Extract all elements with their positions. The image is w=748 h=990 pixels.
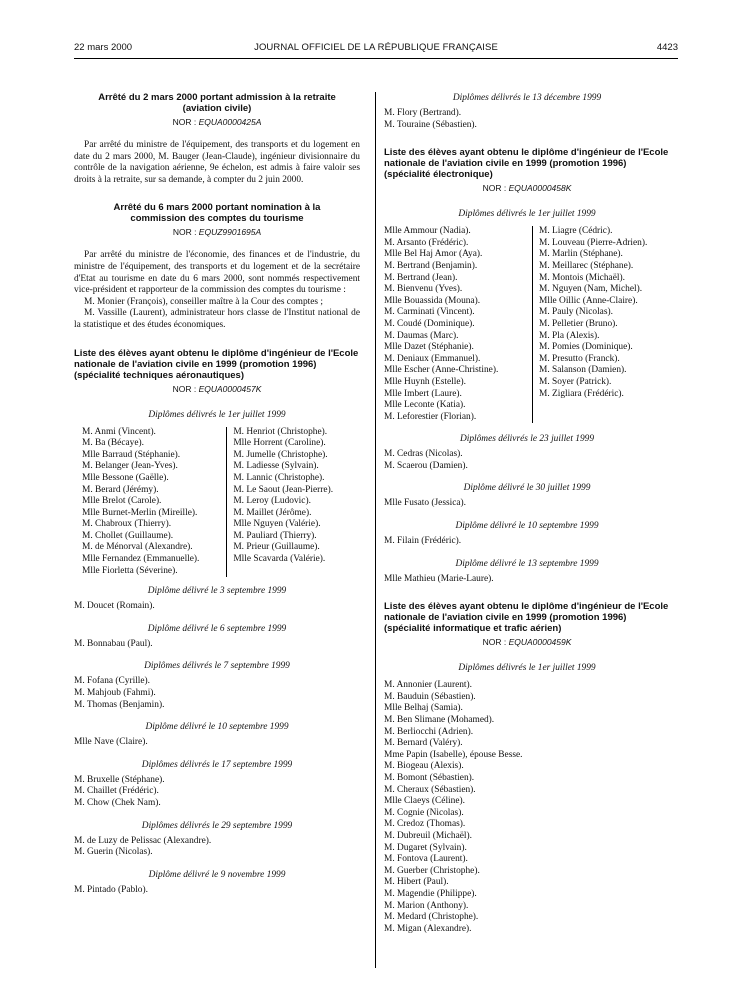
header-rule [74, 58, 678, 59]
name-entry: M. Bertrand (Jean). [384, 272, 458, 283]
nor-code: EQUA0000458K [508, 183, 572, 194]
paragraph: M. Monier (François), conseiller maître à la Cour des comptes ; [84, 296, 323, 307]
name-entry: Mlle Mathieu (Marie-Laure). [384, 573, 494, 584]
names-list [74, 737, 360, 749]
name-entry: M. Daumas (Marc). [384, 330, 459, 341]
names-col-1 [74, 427, 227, 578]
name-entry: Mlle Fernandez (Emmanuelle). [82, 554, 200, 565]
names-list [384, 574, 670, 586]
column-divider [375, 92, 376, 968]
name-entry: M. Nguyen (Nam, Michel). [539, 284, 643, 295]
name-entry: M. Bonnabau (Paul). [74, 638, 153, 649]
name-entry: M. Pelletier (Bruno). [539, 318, 618, 329]
header-date: 22 mars 2000 [74, 42, 133, 53]
nor-line: NOR : EQUA0000458K [482, 183, 572, 194]
name-entry: M. Ben Slimane (Mohamed). [384, 715, 495, 726]
name-entry: M. Ladiesse (Sylvain). [233, 461, 319, 472]
name-entry: M. Marion (Anthony). [384, 900, 469, 911]
section-title-informatique: Liste des élèves ayant obtenu le diplôme d'ingénieur de l'Ecole nationale de l'aviation civile en 1999 (promotion 1996) (spécialité informatique et trafic aérien) [384, 601, 669, 635]
nor-line: NOR : EQUA0000425A [172, 117, 262, 127]
names-list [384, 449, 670, 472]
name-entry: Mlle Leconte (Katia). [384, 400, 466, 411]
name-entry: M. Scaerou (Damien). [384, 460, 468, 471]
names-list [384, 680, 670, 935]
name-entry: Mlle Imbert (Laure). [384, 388, 462, 399]
name-entry: M. Cognie (Nicolas). [384, 807, 464, 818]
name-entry: M. Pomies (Dominique). [539, 342, 633, 353]
name-entry: M. Maillet (Jérôme). [233, 507, 312, 518]
name-entry: M. Presutto (Franck). [539, 353, 620, 364]
header-page-number: 4423 [656, 42, 678, 53]
nor-line: NOR : EQUA0000459K [482, 637, 572, 648]
name-entry: Mlle Brelot (Carole). [82, 496, 162, 507]
name-entry: M. Carminati (Vincent). [384, 307, 475, 318]
name-entry: Mlle Bel Haj Amor (Aya). [384, 249, 483, 260]
section-title-techniques-aeronautiques: Liste des élèves ayant obtenu le diplôme d'ingénieur de l'Ecole nationale de l'aviation civile en 1999 (promotion 1996) (spécialité techniques aéronautiques) [74, 347, 359, 381]
name-entry: M. Bruxelle (Stéphane). [74, 774, 165, 785]
name-entry: M. Jumelle (Christophe). [233, 449, 328, 460]
names-list [74, 885, 360, 897]
name-entry: M. Cheraux (Sébastien). [384, 784, 476, 795]
paragraph: M. Vassille (Laurent), administrateur hors classe de l'Institut national de la statistique et des études économiques. [74, 308, 360, 330]
date-subheading: Diplômes délivrés le 1er juillet 1999 [148, 409, 286, 420]
date-subheading: Diplôme délivré le 3 septembre 1999 [147, 586, 287, 597]
name-entry: M. Louveau (Pierre-Adrien). [539, 237, 648, 248]
name-entry: M. Liagre (Cédric). [539, 226, 613, 237]
name-entry: M. Marlin (Stéphane). [539, 249, 623, 260]
names-list [74, 775, 360, 810]
name-entry: M. Pintado (Pablo). [74, 884, 148, 895]
paragraph: Par arrêté du ministre de l'équipement, des transports et du logement en date du 2 mars 2000, M. Bauger (Jean-Claude), ingénieur divisionnaire du contrôle de la navigation aérienne, 9e échelon, est admis à faire valoir ses droits à la retraite, sur sa demande, à compter du 2 juin 2000. [74, 140, 360, 185]
name-entry: Mme Papin (Isabelle), épouse Besse. [384, 749, 523, 760]
header-journal-title: JOURNAL OFFICIEL DE LA RÉPUBLIQUE FRANÇAISE [254, 42, 498, 53]
name-entry: M. Migan (Alexandre). [384, 923, 472, 934]
name-entry: M. Magendie (Philippe). [384, 888, 477, 899]
name-entry: M. Touraine (Sébastien). [384, 119, 477, 130]
date-subheading: Diplômes délivrés le 13 décembre 1999 [452, 93, 602, 103]
name-entry: Mlle Scavarda (Valérie). [233, 554, 326, 565]
name-entry: M. Chow (Chek Nam). [74, 798, 161, 808]
name-entry: M. Bienvenu (Yves). [384, 284, 463, 295]
names-two-column [384, 226, 670, 423]
date-subheading: Diplômes délivrés le 7 septembre 1999 [144, 661, 290, 672]
names-list [74, 676, 360, 711]
section-title-commission: Arrêté du 6 mars 2000 portant nomination à la commission des comptes du tourisme [113, 202, 321, 225]
names-col-2 [539, 226, 669, 423]
name-entry: Mlle Barraud (Stéphanie). [82, 449, 181, 460]
name-entry: M. Bernard (Valéry). [384, 738, 463, 749]
page-header [74, 42, 678, 56]
nor-code: EQUA0000459K [508, 637, 572, 648]
date-subheading: Diplôme délivré le 30 juillet 1999 [463, 483, 591, 494]
name-entry: M. de Ménorval (Alexandre). [82, 542, 193, 553]
name-entry: Mlle Oillic (Anne-Claire). [539, 295, 638, 306]
name-entry: M. Montois (Michaël). [539, 272, 625, 283]
name-entry: M. de Luzy de Pelissac (Alexandre). [74, 835, 212, 846]
name-entry: Mlle Fiorletta (Séverine). [82, 565, 178, 576]
date-subheading: Diplôme délivré le 6 septembre 1999 [147, 623, 287, 634]
nor-line: NOR : EQUZ9901695A [172, 227, 262, 238]
names-list [74, 601, 360, 613]
names-list [384, 536, 670, 548]
name-entry: M. Coudé (Dominique). [384, 318, 475, 329]
name-entry: M. Anmi (Vincent). [82, 426, 156, 437]
name-entry: M. Salanson (Damien). [539, 365, 627, 376]
name-entry: Mlle Ammour (Nadia). [384, 226, 471, 237]
name-entry: M. Henriot (Christophe). [233, 426, 328, 437]
name-entry: M. Dugaret (Sylvain). [384, 842, 467, 853]
name-entry: Mlle Nguyen (Valérie). [233, 519, 321, 530]
name-entry: Mlle Huynh (Estelle). [384, 376, 467, 387]
name-entry: M. Chollet (Guillaume). [82, 530, 174, 541]
name-entry: M. Chaillet (Frédéric). [74, 786, 159, 797]
date-subheading: Diplôme délivré le 10 septembre 1999 [455, 521, 599, 532]
name-entry: M. Belanger (Jean-Yves). [82, 461, 178, 472]
date-subheading: Diplôme délivré le 10 septembre 1999 [145, 722, 289, 733]
name-entry: M. Credoz (Thomas). [384, 819, 466, 830]
date-subheading: Diplôme délivré le 9 novembre 1999 [148, 869, 286, 880]
name-entry: M. Deniaux (Emmanuel). [384, 353, 481, 364]
names-list [384, 108, 670, 131]
date-subheading: Diplômes délivrés le 23 juillet 1999 [459, 434, 595, 445]
name-entry: M. Annonier (Laurent). [384, 680, 472, 691]
name-entry: M. Fontova (Laurent). [384, 854, 468, 865]
name-entry: M. Pla (Alexis). [539, 330, 600, 341]
date-subheading: Diplômes délivrés le 29 septembre 1999 [141, 820, 293, 831]
name-entry: Mlle Horrent (Caroline). [233, 438, 326, 449]
name-entry: M. Leforestier (Florian). [384, 411, 477, 422]
name-entry: Mlle Dazet (Stéphanie). [384, 342, 474, 353]
paragraph: Par arrêté du ministre de l'économie, des finances et de l'industrie, du ministre de l'équipement, des transports et du logement et de la secrétaire d'Etat au tourisme en date du 6 mars 2000, sont nommés respectivement vice-président et rapporteur de la commission des comptes du tourisme : [74, 250, 360, 296]
section-title-electronique: Liste des élèves ayant obtenu le diplôme d'ingénieur de l'Ecole nationale de l'aviation civile en 1999 (promotion 1996) (spécialité électronique) [384, 147, 669, 181]
name-entry: M. Chabroux (Thierry). [82, 519, 172, 530]
nor-line: NOR : EQUA0000457K [172, 383, 262, 394]
name-entry: M. Ba (Bécaye). [82, 438, 144, 449]
name-entry: M. Flory (Bertrand). [384, 108, 462, 118]
name-entry: Mlle Bessone (Gaëlle). [82, 472, 169, 483]
name-entry: Mlle Fusato (Jessica). [384, 498, 467, 509]
names-col-2 [233, 427, 360, 578]
names-list [384, 498, 670, 510]
name-entry: M. Filain (Frédéric). [384, 536, 462, 547]
names-list [74, 836, 360, 859]
nor-code: EQUZ9901695A [198, 227, 262, 238]
date-subheading: Diplôme délivré le 13 septembre 1999 [455, 558, 599, 569]
name-entry: M. Thomas (Benjamin). [74, 699, 165, 710]
names-two-column [74, 427, 360, 578]
name-entry: M. Lannic (Christophe). [233, 472, 325, 483]
name-entry: M. Pauliard (Thierry). [233, 530, 317, 541]
section-title-retraite: Arrêté du 2 mars 2000 portant admission à la retraite (aviation civile) [98, 92, 336, 114]
name-entry: M. Dubreuil (Michaël). [384, 830, 472, 841]
name-entry: M. Arsanto (Frédéric). [384, 237, 469, 248]
name-entry: M. Berliocchi (Adrien). [384, 726, 474, 737]
names-list [74, 639, 360, 651]
name-entry: M. Bertrand (Benjamin). [384, 260, 478, 271]
left-column [74, 92, 360, 896]
name-entry: M. Zigliara (Frédéric). [539, 388, 624, 399]
names-col-1 [384, 226, 533, 423]
date-subheading: Diplômes délivrés le 1er juillet 1999 [458, 663, 596, 674]
name-entry: M. Bomont (Sébastien). [384, 773, 475, 783]
name-entry: M. Pauly (Nicolas). [539, 307, 613, 318]
nor-code: EQUA0000425A [198, 117, 262, 127]
name-entry: M. Bauduin (Sébastien). [384, 691, 476, 702]
name-entry: Mlle Claeys (Céline). [384, 796, 465, 807]
name-entry: M. Leroy (Ludovic). [233, 496, 311, 507]
date-subheading: Diplômes délivrés le 1er juillet 1999 [458, 209, 596, 220]
name-entry: M. Guerin (Nicolas). [74, 847, 153, 858]
name-entry: M. Medard (Christophe). [384, 912, 479, 923]
name-entry: Mlle Nave (Claire). [74, 737, 148, 748]
name-entry: M. Mahjoub (Fahmi). [74, 688, 156, 699]
name-entry: M. Prieur (Guillaume). [233, 542, 320, 553]
nor-code: EQUA0000457K [198, 383, 262, 394]
name-entry: M. Berard (Jérémy). [82, 484, 159, 495]
name-entry: M. Guerber (Christophe). [384, 865, 480, 876]
name-entry: Mlle Bouassida (Mouna). [384, 295, 481, 306]
name-entry: M. Cedras (Nicolas). [384, 449, 463, 460]
name-entry: M. Doucet (Romain). [74, 601, 155, 612]
name-entry: M. Le Saout (Jean-Pierre). [233, 484, 334, 495]
date-subheading: Diplômes délivrés le 17 septembre 1999 [141, 759, 293, 770]
name-entry: M. Fofana (Cyrille). [74, 676, 151, 687]
name-entry: Mlle Burnet-Merlin (Mireille). [82, 507, 198, 518]
right-column [384, 92, 670, 935]
name-entry: M. Biogeau (Alexis). [384, 761, 464, 772]
name-entry: M. Soyer (Patrick). [539, 376, 612, 387]
name-entry: M. Meillarec (Stéphane). [539, 260, 634, 271]
name-entry: Mlle Escher (Anne-Christine). [384, 365, 499, 376]
name-entry: M. Hibert (Paul). [384, 877, 449, 888]
name-entry: Mlle Belhaj (Samia). [384, 703, 463, 714]
